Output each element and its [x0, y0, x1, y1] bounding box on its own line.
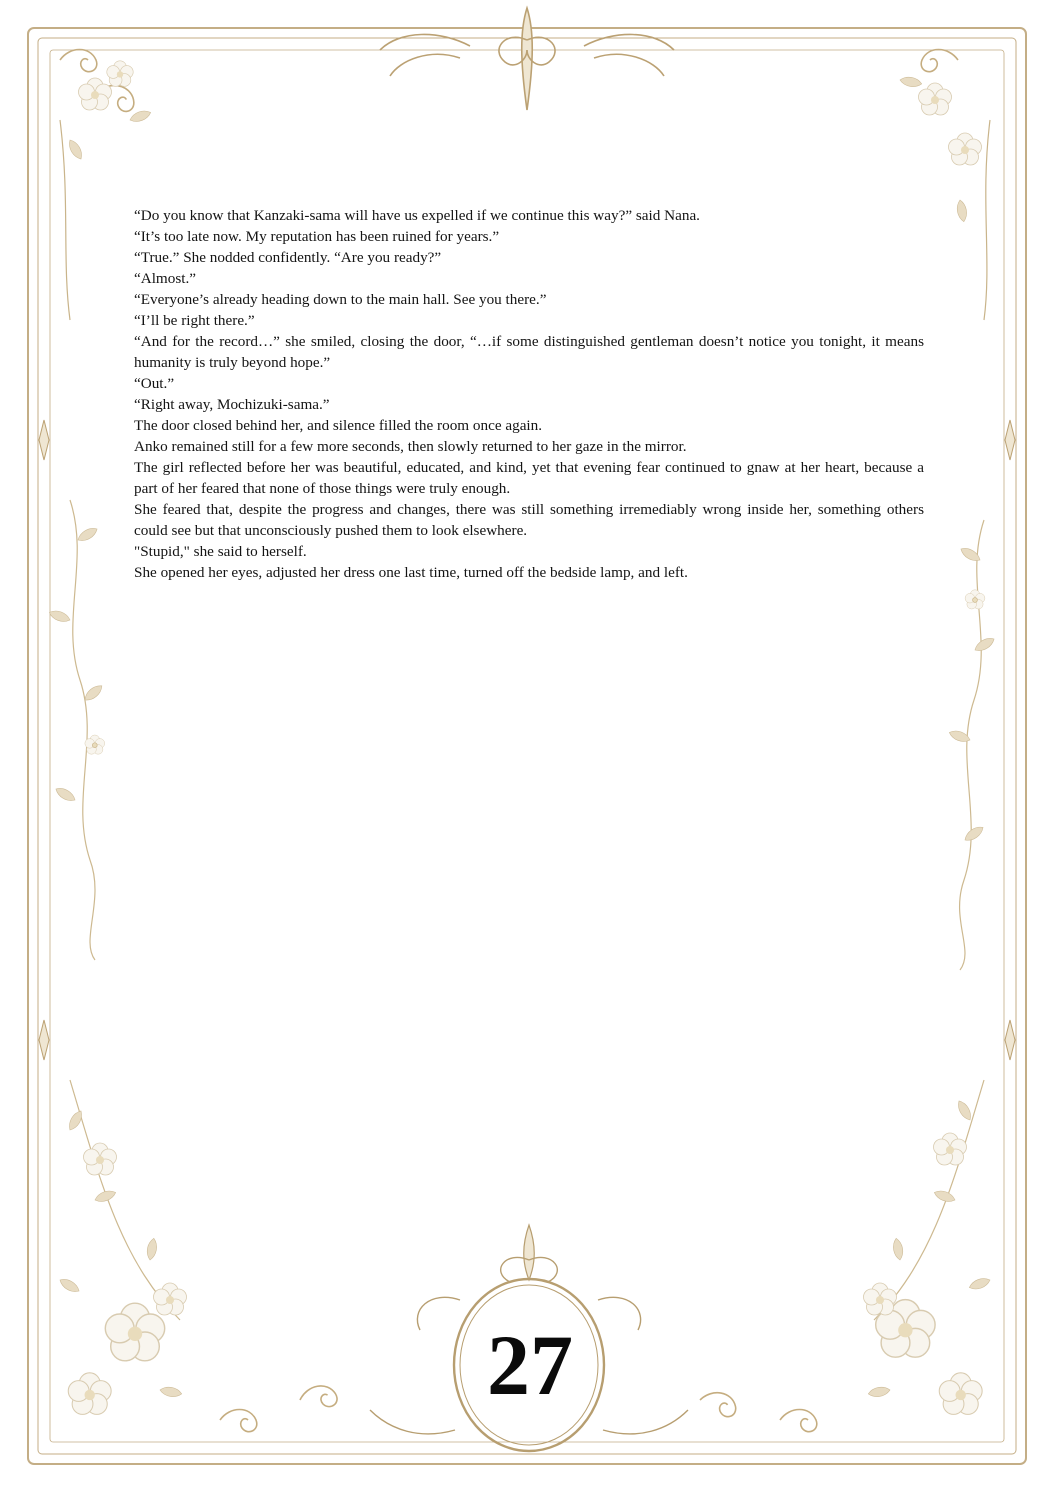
paragraph: “Everyone’s already heading down to the main hall. See you there.”	[134, 291, 547, 308]
paragraph: “Almost.”	[134, 270, 197, 287]
paragraph: “Right away, Mochizuki-sama.”	[134, 396, 330, 413]
paragraph: The door closed behind her, and silence filled the room once again.	[134, 417, 543, 434]
bottom-left-bouquet	[58, 1080, 339, 1432]
paragraph: The girl reflected before her was beautiful, educated, and kind, yet that evening fear continued to gnaw at her heart, because a part of her feared that none of those things were truly enough.	[134, 459, 924, 497]
paragraph: “Out.”	[134, 375, 175, 392]
left-vine	[48, 500, 105, 960]
right-vine	[948, 520, 997, 970]
top-fleur-icon	[380, 8, 674, 110]
paragraph: “True.” She nodded confidently. “Are you ready?”	[134, 249, 442, 266]
paragraph: “I’ll be right there.”	[134, 312, 255, 329]
page-number: 27	[487, 1317, 573, 1413]
paragraph: She opened her eyes, adjusted her dress one last time, turned off the bedside lamp, and left.	[134, 564, 688, 581]
story-text	[134, 205, 924, 583]
paragraph: Anko remained still for a few more seconds, then slowly returned to her gaze in the mirror.	[134, 438, 687, 455]
paragraph: “Do you know that Kanzaki-sama will have us expelled if we continue this way?” said Nana.	[134, 207, 700, 224]
paragraph: She feared that, despite the progress and changes, there was still something irremediably wrong inside her, something others could see but that unconsciously pushed them to look elsewhere.	[134, 501, 924, 539]
paragraph: “It’s too late now. My reputation has been ruined for years.”	[134, 228, 500, 245]
bottom-right-bouquet	[698, 1080, 992, 1432]
paragraph: "Stupid," she said to herself.	[134, 543, 307, 560]
paragraph: “And for the record…” she smiled, closing the door, “…if some distinguished gentleman doesn’t notice you tonight, it means humanity is truly beyond hope.”	[134, 333, 924, 371]
